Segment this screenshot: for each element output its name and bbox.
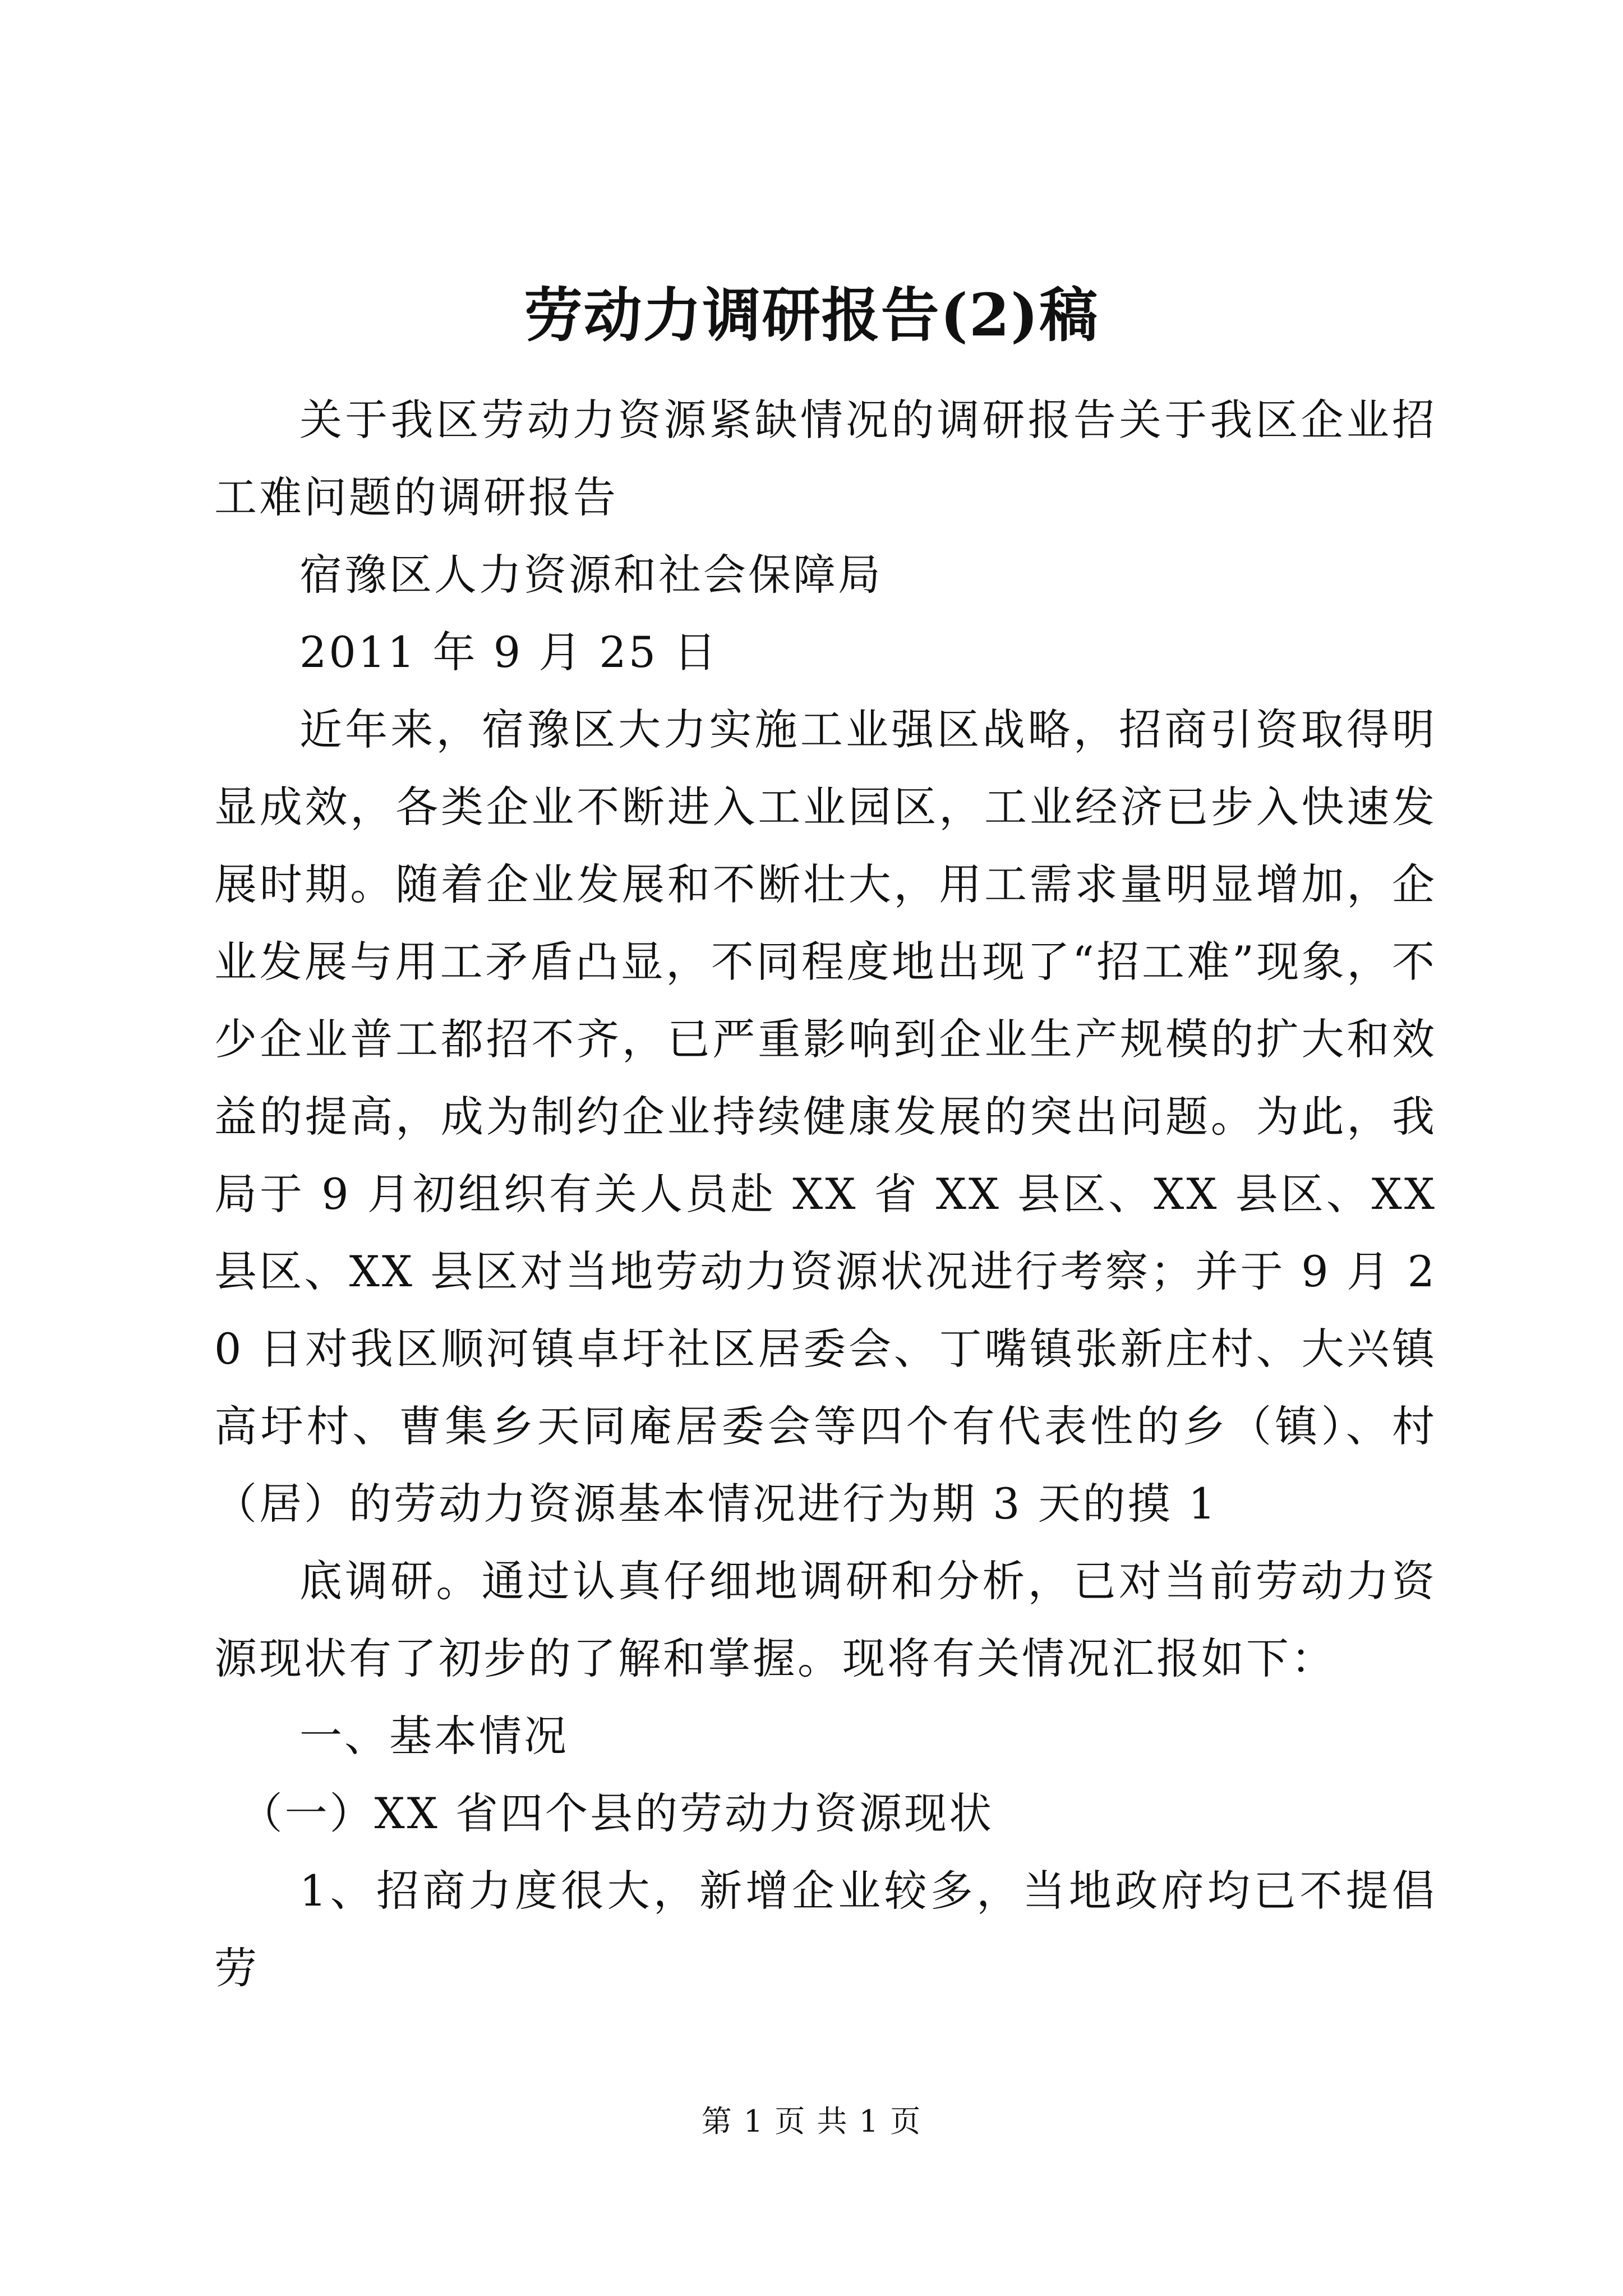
- subsection-heading: （一）XX 省四个县的劳动力资源现状: [239, 1788, 994, 1838]
- paragraph-item-1: 1、招商力度很大，新增企业较多，当地政府均已不提倡劳: [214, 1866, 1437, 1993]
- paragraph-intro: 近年来，宿豫区大力实施工业强区战略，招商引资取得明显成效，各类企业不断进入工业园区，工业经济已步入快速发展时期。随着企业发展和不断壮大，用工需求量明显增加，企业发展与用工矛盾凸显，不同程度地出现了“招工难”现象，不少企业普工都招不齐，已严重影响到企业生产规模的扩大和效益的提高，成为制约企业持续健康发展的突出问题。为此，我局于 9 月初组织有关人员赴 XX 省 XX 县区、XX 县区、XX 县区、XX 县区对当地劳动力资源状况进行考察；并于 9 月 20 日对我区顺河镇卓圩社区居委会、丁嘴镇张新庄村、大兴镇高圩村、曹集乡天同庵居委会等四个有代表性的乡（镇）、村（居）的劳动力资源基本情况进行为期 3 天的摸 1: [214, 705, 1437, 1529]
- paragraph-date: 2011 年 9 月 25 日: [299, 627, 719, 677]
- paragraph-survey: 底调研。通过认真仔细地调研和分析，已对当前劳动力资源现状有了初步的了解和掌握。现将有关情况汇报如下：: [214, 1556, 1437, 1683]
- document-body: [214, 381, 1437, 2007]
- page-footer: 第 1 页 共 1 页: [701, 2104, 922, 2139]
- paragraph-subtitle: 关于我区劳动力资源紧缺情况的调研报告关于我区企业招工难问题的调研报告: [214, 395, 1437, 522]
- paragraph-author: 宿豫区人力资源和社会保障局: [299, 550, 883, 600]
- section-heading: 一、基本情况: [299, 1711, 569, 1761]
- document-title: 劳动力调研报告(2)稿: [524, 280, 1099, 349]
